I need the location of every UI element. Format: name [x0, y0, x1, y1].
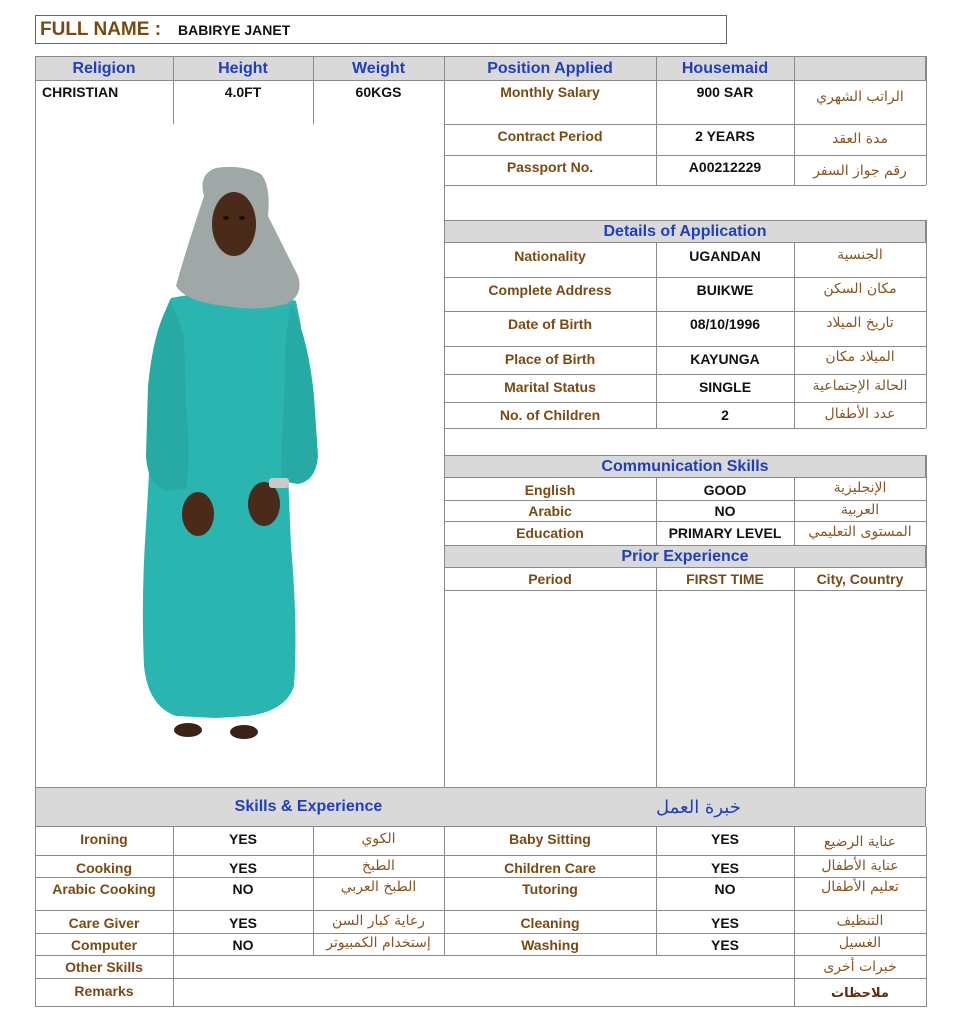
monthly-salary-label: Monthly Salary — [500, 84, 600, 100]
arabic-cooking-arabic: الطبخ العربي — [340, 879, 417, 895]
height-value: 4.0FT — [224, 84, 262, 100]
marital-value: SINGLE — [698, 379, 752, 395]
pob-label: Place of Birth — [504, 351, 596, 367]
baby-sitting-arabic: عناية الرضيع — [823, 834, 897, 850]
religion-value: CHRISTIAN — [42, 84, 119, 100]
children-care-arabic: عناية الأطفال — [821, 858, 899, 874]
weight-value: 60KGS — [355, 84, 402, 100]
care-giver-label: Care Giver — [68, 915, 140, 931]
address-label: Complete Address — [488, 282, 612, 298]
ironing-label: Ironing — [80, 831, 128, 847]
arabic-arabic: العربية — [840, 502, 880, 518]
education-arabic: المستوى التعليمي — [808, 524, 912, 540]
washing-value: YES — [710, 937, 739, 953]
height-header: Height — [218, 59, 268, 77]
ironing-arabic: الكوي — [361, 831, 396, 847]
tutoring-label: Tutoring — [522, 881, 578, 897]
pob-value: KAYUNGA — [690, 351, 760, 367]
tutoring-arabic: تعليم الأطفال — [821, 879, 899, 895]
position-value: Housemaid — [681, 59, 769, 77]
children-value: 2 — [721, 407, 729, 423]
marital-label: Marital Status — [504, 379, 596, 395]
children-label: No. of Children — [499, 407, 601, 423]
arabic-cooking-label: Arabic Cooking — [52, 881, 156, 897]
monthly-salary-arabic: الراتب الشهري — [816, 89, 904, 105]
other-skills-label: Other Skills — [65, 959, 143, 975]
full-name-label: FULL NAME : — [40, 18, 162, 40]
arabic-value: NO — [714, 503, 736, 519]
cooking-label: Cooking — [76, 860, 132, 876]
washing-label: Washing — [521, 937, 579, 953]
address-value: BUIKWE — [696, 282, 754, 298]
other-skills-arabic: خبرات أخرى — [823, 959, 897, 975]
communication-title: Communication Skills — [601, 457, 769, 475]
education-label: Education — [516, 525, 584, 541]
dob-arabic: تاريخ الميلاد — [826, 315, 894, 331]
cleaning-value: YES — [710, 915, 739, 931]
english-label: English — [524, 482, 576, 498]
arabic-cooking-value: NO — [232, 881, 254, 897]
monthly-salary-value: 900 SAR — [696, 84, 754, 100]
skills-title-arabic: خبرة العمل — [656, 796, 741, 818]
cooking-arabic: الطبخ — [362, 858, 395, 874]
full-name-value: BABIRYE JANET — [178, 21, 291, 38]
prior-period-header: Period — [528, 571, 572, 587]
application-title: Details of Application — [603, 222, 767, 240]
english-value: GOOD — [703, 482, 747, 498]
remarks-label: Remarks — [74, 983, 134, 999]
passport-arabic: رقم جواز السفر — [813, 163, 907, 179]
dob-value: 08/10/1996 — [689, 316, 761, 332]
nationality-value: UGANDAN — [689, 248, 761, 264]
contract-period-arabic: مدة العقد — [832, 131, 888, 147]
nationality-label: Nationality — [514, 248, 586, 264]
dob-label: Date of Birth — [508, 316, 592, 332]
care-giver-value: YES — [228, 915, 257, 931]
weight-header: Weight — [351, 59, 406, 77]
applicant-photo — [36, 126, 442, 786]
english-arabic: الإنجليزية — [833, 480, 887, 496]
passport-value: A00212229 — [688, 159, 762, 175]
baby-sitting-value: YES — [710, 831, 739, 847]
children-arabic: عدد الأطفال — [824, 406, 896, 422]
remarks-arabic: ملاحظات — [831, 985, 889, 1001]
position-applied-header: Position Applied — [487, 59, 613, 77]
prior-location-header: City, Country — [816, 571, 904, 587]
prior-title: Prior Experience — [621, 547, 749, 565]
washing-arabic: الغسيل — [838, 935, 882, 951]
computer-arabic: إستخدام الكمبيوتر — [326, 935, 431, 951]
marital-arabic: الحالة الإجتماعية — [812, 378, 908, 394]
children-care-label: Children Care — [504, 860, 596, 876]
cooking-value: YES — [228, 860, 257, 876]
cleaning-arabic: التنظيف — [836, 913, 884, 929]
care-giver-arabic: رعاية كبار السن — [332, 913, 425, 929]
children-care-value: YES — [710, 860, 739, 876]
pob-arabic: الميلاد مكان — [825, 349, 895, 365]
education-value: PRIMARY LEVEL — [668, 525, 782, 541]
ironing-value: YES — [228, 831, 257, 847]
contract-period-value: 2 YEARS — [695, 128, 755, 144]
passport-label: Passport No. — [506, 159, 594, 175]
baby-sitting-label: Baby Sitting — [509, 831, 591, 847]
prior-status: FIRST TIME — [686, 571, 764, 587]
cleaning-label: Cleaning — [520, 915, 580, 931]
tutoring-value: NO — [714, 881, 736, 897]
arabic-label: Arabic — [528, 503, 572, 519]
address-arabic: مكان السكن — [823, 281, 897, 297]
religion-header: Religion — [72, 59, 136, 77]
computer-value: NO — [232, 937, 254, 953]
computer-label: Computer — [70, 937, 138, 953]
contract-period-label: Contract Period — [497, 128, 603, 144]
nationality-arabic: الجنسية — [837, 247, 883, 263]
skills-title: Skills & Experience — [234, 798, 383, 815]
